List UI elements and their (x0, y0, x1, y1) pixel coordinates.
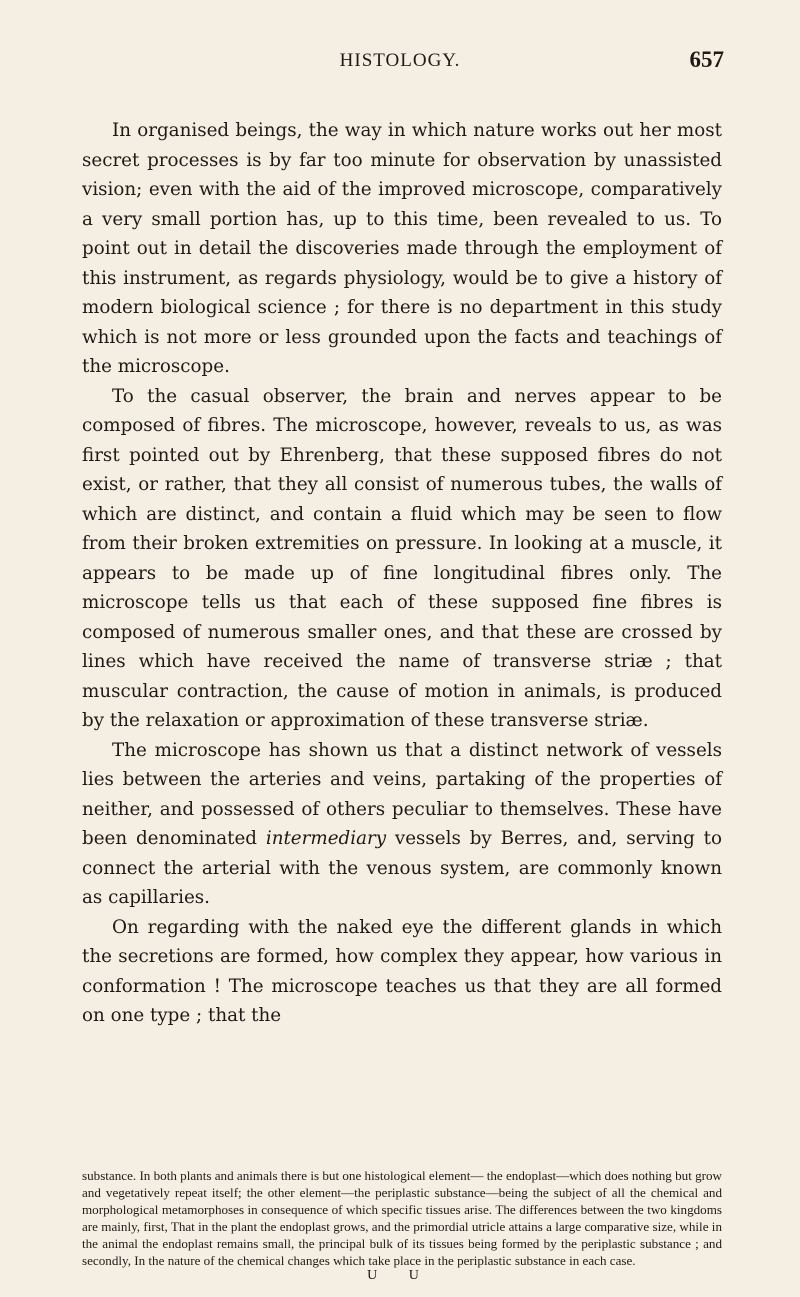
page-number: 657 (689, 47, 724, 72)
running-head (0, 47, 800, 80)
paragraph-brain-and-nerves: To the casual observer, the brain and nerves appear to be composed of fibres. The microscope, however, reveals to us, as was first pointed out by Ehrenberg, that these supposed fibres do not exist, or rather, that they all consist of numerous tubes, the walls of which are distinct, and contain a fluid which may be seen to flow from their broken extremities on pressure. In looking at a muscle, it appears to be made up of fine longitudinal fibres only. The microscope tells us that each of these supposed fine fibres is composed of numerous smaller ones, and that these are crossed by lines which have received the name of transverse striæ ; that muscular contraction, the cause of motion in animals, is produced by the relaxation or approximation of these transverse striæ. (82, 385, 722, 731)
capillaries-text-end: vessels by Berres, and, serving to connect the arterial with the venous system, are commonly known as capillaries. (82, 828, 722, 908)
intermediary-emphasis: intermediary (265, 828, 387, 849)
paragraph-capillaries (82, 736, 722, 913)
footnote-text: substance. In both plants and animals there is but one histological element— the endoplast—which does nothing but grow and vegetatively repeat itself; the other element—the periplastic substance—being the subject of all the chemical and morphological metamorphoses in consequence of which specific tissues arise. The differences between the two kingdoms are mainly, first, That in the plant the endoplast grows, and the primordial utricle attains a large comparative size, while in the animal the endoplast remains small, the principal bulk of its tissues being formed by the periplastic substance ; and secondly, In the nature of the chemical changes which take place in the periplastic substance in each case. (82, 1168, 723, 1268)
running-title: HISTOLOGY. (339, 50, 461, 71)
footnote (82, 1167, 722, 1269)
signature-mark: U U (367, 1268, 433, 1283)
paragraph-glands: On regarding with the naked eye the different glands in which the secretions are formed, how complex they appear, how various in conformation ! The microscope teaches us that they are all formed on one type ; that the (82, 916, 722, 1026)
capillaries-text-start: The microscope has shown us that a distinct network of vessels lies between the arteries and veins, partaking of the properties of neither, and possessed of others peculiar to themselves. These have been denominated (82, 739, 722, 849)
body-text (82, 116, 722, 1031)
paragraph-organised-beings: In organised beings, the way in which nature works out her most secret processes is by far too minute for observation by unassisted vision; even with the aid of the improved microscope, comparatively a very small portion has, up to this time, been revealed to us. To point out in detail the discoveries made through the employment of this instrument, as regards physiology, would be to give a history of modern biological science ; for there is no department in this study which is not more or less grounded upon the facts and teachings of the microscope. (82, 120, 722, 377)
